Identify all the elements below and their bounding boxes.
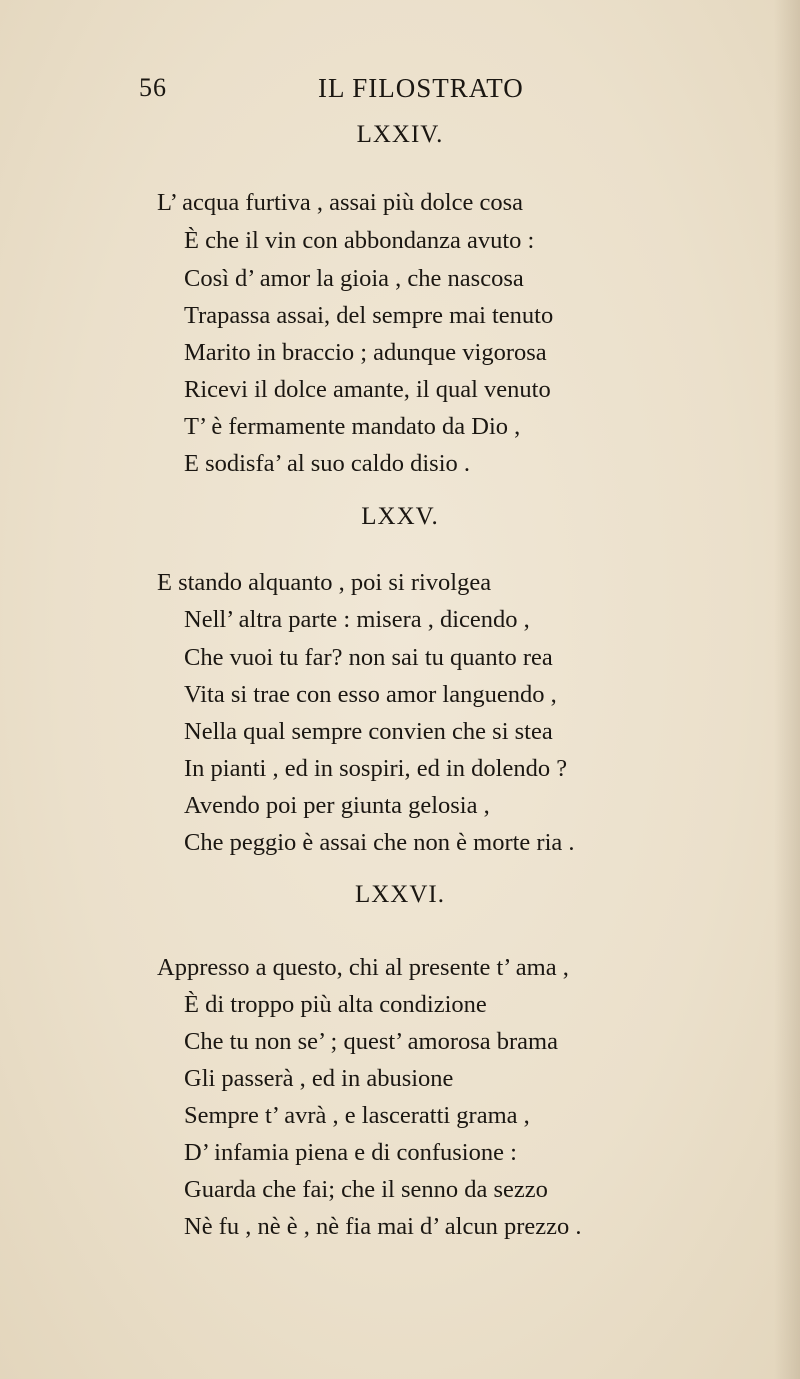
verse-line: Nella qual sempre convien che si stea: [184, 718, 553, 745]
page-number: 56: [139, 73, 167, 102]
verse-line: Appresso a questo, chi al presente t’ ama ,: [157, 954, 569, 981]
verse-line: Che peggio è assai che non è morte ria .: [184, 829, 575, 856]
verse-line: Guarda che fai; che il senno da sezzo: [184, 1176, 548, 1203]
stanza-number: LXXV.: [361, 503, 439, 530]
verse-line: T’ è fermamente mandato da Dio ,: [184, 413, 521, 440]
verse-line: In pianti , ed in sospiri, ed in dolendo ?: [184, 755, 568, 782]
stanza-number: LXXIV.: [356, 121, 444, 148]
page-edge-shadow: [774, 0, 800, 1379]
verse-line: E sodisfa’ al suo caldo disio .: [184, 450, 471, 477]
verse-line: Trapassa assai, del sempre mai tenuto: [184, 302, 554, 329]
verse-line: Avendo poi per giunta gelosia ,: [184, 792, 490, 819]
verse-line: È di troppo più alta condizione: [184, 991, 487, 1018]
verse-line: D’ infamia piena e di confusione :: [184, 1139, 517, 1166]
book-title: IL FILOSTRATO: [318, 73, 524, 103]
running-head: [0, 68, 800, 108]
stanza-number: LXXVI.: [354, 881, 445, 908]
verse-line: Sempre t’ avrà , e lasceratti grama ,: [184, 1102, 530, 1129]
verse-line: Nè fu , nè è , nè fia mai d’ alcun prezzo .: [184, 1213, 582, 1240]
verse-line: Che vuoi tu far? non sai tu quanto rea: [184, 644, 553, 671]
verse-line: Marito in braccio ; adunque vigorosa: [184, 339, 547, 366]
verse-line: Così d’ amor la gioia , che nascosa: [184, 265, 524, 292]
verse-line: È che il vin con abbondanza avuto :: [184, 227, 535, 254]
verse-line: Che tu non se’ ; quest’ amorosa brama: [184, 1028, 558, 1055]
verse-line: Nell’ altra parte : misera , dicendo ,: [184, 606, 530, 633]
verse-line: Vita si trae con esso amor languendo ,: [184, 681, 557, 708]
verse-line: Gli passerà , ed in abusione: [184, 1065, 454, 1092]
verse-line: E stando alquanto , poi si rivolgea: [157, 569, 492, 596]
verse-line: Ricevi il dolce amante, il qual venuto: [184, 376, 551, 403]
verse-line: L’ acqua furtiva , assai più dolce cosa: [157, 189, 524, 216]
